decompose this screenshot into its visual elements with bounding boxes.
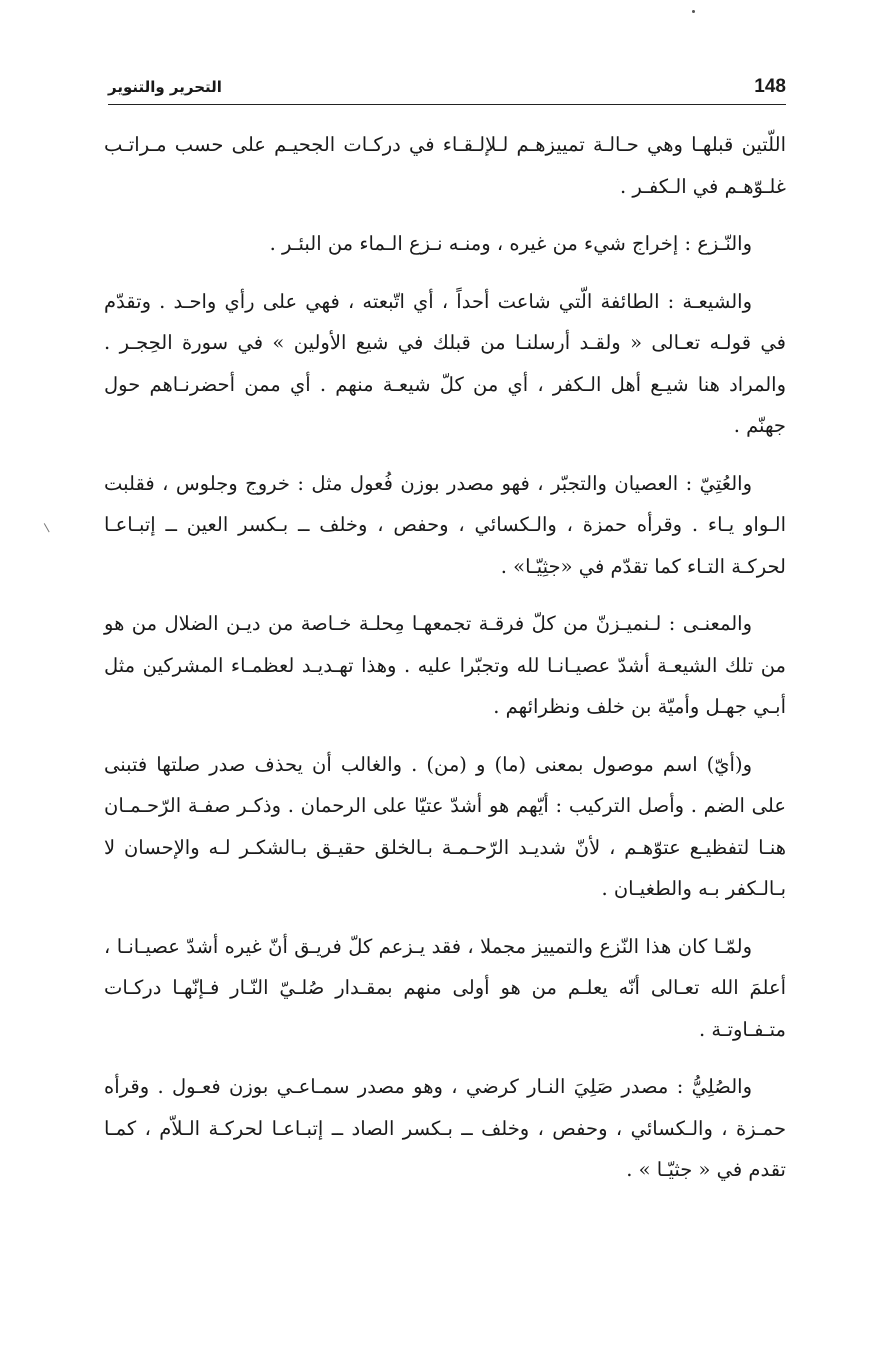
running-title: التحرير والتنوير: [108, 78, 222, 96]
paragraph-3: والشيعـة : الطائفة الّتي شاعت أحداً ، أي اتّبعته ، فهي على رأي واحـد . وتقدّم في قولـه تعـالى « ولقـد أرسلنـا من قبلك في شيع الأولين » في سورة الحِجـر . والمراد هنا شيـع أهل الـكفر ، أي من كلّ شيعـة منهم . أي ممن أحضرنـاهم حول جهنّم .: [104, 289, 786, 437]
body-text: [104, 124, 786, 1207]
margin-mark: [44, 522, 52, 533]
paragraph-7: ولمّـا كان هذا النّزع والتمييز مجملا ، فقد يـزعم كلّ فريـق أنّ غيره أشدّ عصيـانـا ، أعلمَ الله تعـالى أنّه يعلـم من هو أولى منهم بمقـدار صُلـيّ النّـار فـإنّهـا دركـات متـفـاوتـة .: [104, 934, 786, 1041]
page-header: [108, 72, 786, 105]
page-number: 148: [754, 76, 786, 97]
paragraph-1: اللّتين قبلهـا وهي حـالـة تمييزهـم لـلإلـقـاء في دركـات الجحيـم على حسب مـراتـب غلـوّهـم في الـكفـر .: [104, 133, 786, 198]
paragraph-8: والصُلِيُّ : مصدر صَلِيَ النـار كرضي ، وهو مصدر سمـاعـي بوزن فعـول . وقرأه حمـزة ، والـكسائي ، وحفص ، وخلف ــ بـكسر الصاد ــ إتبـاعـا لحركـة الـلاّم ، كمـا تقدم في « جثيّـا » .: [104, 1075, 786, 1181]
paragraph-5: والمعنـى : لـنميـزنّ من كلّ فرقـة تجمعهـا مِحلـة خـاصة من ديـن الضلال من هو من تلك الشيعـة أشدّ عصيـانـا لله وتجبّرا عليه . وهذا تهـديـد لعظمـاء المشركين مثل أبـي جهـل وأميّة بن خلف ونظرائهم .: [104, 612, 786, 718]
paragraph-4: والعُتِيّ : العصيان والتجبّر ، فهو مصدر بوزن فُعول مثل : خروج وجلوس ، فقلبت الـواو يـاء . وقرأه حمزة ، والـكسائي ، وحفص ، وخلف ــ بـكسر العين ــ إتبـاعـا لحركـة التـاء كما تقدّم في «جثِيّـا» .: [104, 471, 786, 578]
paragraph-2: والنّـزع : إخراج شيء من غيره ، ومنـه نـزع الـماء من البئـر .: [269, 232, 752, 255]
print-speck: [692, 10, 695, 13]
paragraph-6: و(أيّ) اسم موصول بمعنى (ما) و (من) . والغالب أن يحذف صدر صلتها فتبنى على الضم . وأصل التركيب : أيّهم هو أشدّ عتيّا على الرحمان . وذكـر صفـة الرّحـمـان هنـا لتفظيـع عتوّهـم ، لأنّ شديـد الرّحـمـة بـالخلق حقيـق بـالشكـر لـه والإحسان لا بـالـكفر بـه والطغيـان .: [104, 752, 786, 900]
